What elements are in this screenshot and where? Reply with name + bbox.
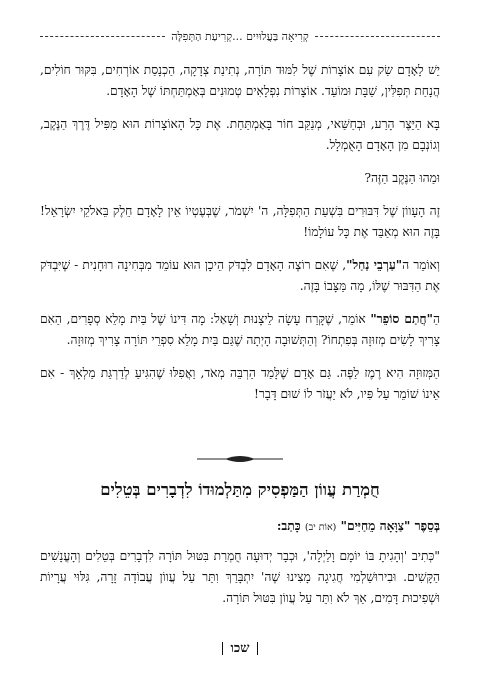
p5-text: , שֶׁאִם רוֹצֶה הָאָדָם לִבְדֹּק הֵיכָן הוּא עוֹמֵד מִבְּחִינָה רוּחָנִית - שֶׁיִּבְדֹּק אֶת הַדִּבּוּר שֶׁלּוֹ, מָה מַּצָּבוֹ בָּזֶה. xyxy=(40,258,440,293)
paragraph-mezuzah: הַמְּזוּזָה הִיא רֶמֶז לַפֶּה. גַּם אָדָם שֶׁלָּמַד הַרְבֵּה מְאֹד, וַאֲפִלּוּ שֶׁהִגִּיעַ לְדַרְגַּת מַלְאָךְ - אִם אֵינוֹ שׁוֹמֵר עַל פִּיו, לֹא יַעֲזֹר לוֹ שׁוּם דָּבָר! xyxy=(40,366,440,401)
paragraph-arvei-nachal xyxy=(40,255,440,297)
intro-prefix: בְּסֵפֶר xyxy=(410,519,440,533)
p6-text: אוֹמֵר, שֶׁקָּרַח עָשָׂה לֵיצָנוּת וְשָׁאַל: מָה דִּינוֹ שֶׁל בַּיִת מָלֵא סְפָרִים, הַאִם צָרִיךְ לָשִׂים מְזוּזָה בְּפִתְחוֹ? וְהַתְּשׁוּבָה הָיְתָה שֶׁגַּם בַּיִת מָלֵא סִפְרֵי תּוֹרָה צָרִיךְ מְזוּזָה. xyxy=(40,312,440,347)
running-title: קְרִיאָה בַּעֲלוּיִים ...קְרִיעַת הַתְּפִלָּה xyxy=(171,30,309,43)
chapter-title: חֻמְרַת עֲווֹן הַמַּפְסִיק מִתַּלְמוּדוֹ לִדְבָרִים בְּטֵלִים xyxy=(100,480,380,499)
running-header xyxy=(40,30,440,43)
chapter-text xyxy=(40,516,440,617)
main-text xyxy=(40,60,440,417)
source-reference: (אוֹת יב) xyxy=(304,522,337,533)
folio-bar-right xyxy=(257,642,258,655)
folio-bar-left xyxy=(222,642,223,655)
p6-prefix: הַ xyxy=(432,312,440,326)
section-divider-ornament xyxy=(0,452,480,466)
source-tzavaah-mechaim: "צַוָּאָה מֵחַיִּים" xyxy=(340,519,411,533)
page-number-footer xyxy=(0,640,480,656)
paragraph-question: וּמַהוּ הַנֶּקֶב הַזֶּה? xyxy=(364,171,440,185)
header-rule-right xyxy=(315,36,440,37)
chapter-quote: "כְּתִיב 'וְהָגִיתָ בּוֹ יוֹמָם וָלַיְלָה', וּכְבָר יְדוּעָה חֻמְרַת בִּטּוּל תּוֹרָה לִדְבָרִים בְּטֵלִים וְהָעֳנָשִׁים הַקָּשִׁים. וּבִירוּשַׁלְמִי חֲגִיגָה מָצִינוּ שֶׁה' יִתְבָּרַךְ וִתֵּר עַל עֲווֹן עֲבוֹדָה זָרָה, גִּלּוּי עֲרָיוֹת וּשְׁפִיכוּת דָּמִים, אַךְ לֹא וִתֵּר עַל עֲווֹן בִּטּוּל תּוֹרָה. xyxy=(40,549,440,605)
header-rule-left xyxy=(40,36,165,37)
paragraph-evil-inclination: בָּא הַיֵּצֶר הָרַע, וּבְחַשַּׁאי, מְנַקֵּב חוֹר בָּאַמְתַּחַת. אֶת כָּל הָאוֹצָרוֹת הוּא מַפִּיל דֶּרֶךְ הַנֶּקֶב, וְגוֹנְבָם מִן הָאָדָם הָאֻמְלָל. xyxy=(40,117,440,152)
source-arvei-nachal: "עַרְבֵי נַחַל" xyxy=(346,258,403,272)
paragraph-chatam-sofer xyxy=(40,309,440,351)
chapter-intro xyxy=(40,516,440,538)
divider-ornament-icon xyxy=(195,452,285,466)
source-chatam-sofer: "חֲתַם סוֹפֵר" xyxy=(370,312,433,326)
paragraph-talking-in-prayer: זֶה הָעָווֹן שֶׁל דִּבּוּרִים בִּשְׁעַת הַתְּפִלָּה, ה' יִשְׁמֹר, שֶׁבְּעֶטְיוֹ אֵין לָאָדָם חֵלֶק בֵּאלֹקֵי יִשְׂרָאֵל! בָּזֶה הוּא מְאַבֵּד אֶת כָּל עוֹלָמוֹ! xyxy=(40,204,440,239)
page-number: שכו xyxy=(230,641,250,656)
paragraph-treasures: יֵשׁ לָאָדָם שַׂק עִם אוֹצָרוֹת שֶׁל לִמּוּד תּוֹרָה, נְתִינַת צְדָקָה, הַכְנָסַת אוֹרְחִים, בִּקּוּר חוֹלִים, הֲנָחַת תְּפִלִּין, שַׁבָּת וּמוֹעֵד. אוֹצָרוֹת נִפְלָאִים טְמוּנִים בְּאַמְתַּחְתּוֹ שֶׁל הָאָדָם. xyxy=(40,63,440,98)
p5-prefix: וְאוֹמֵר ה xyxy=(402,258,440,272)
intro-suffix: כָּתַב: xyxy=(276,519,305,533)
